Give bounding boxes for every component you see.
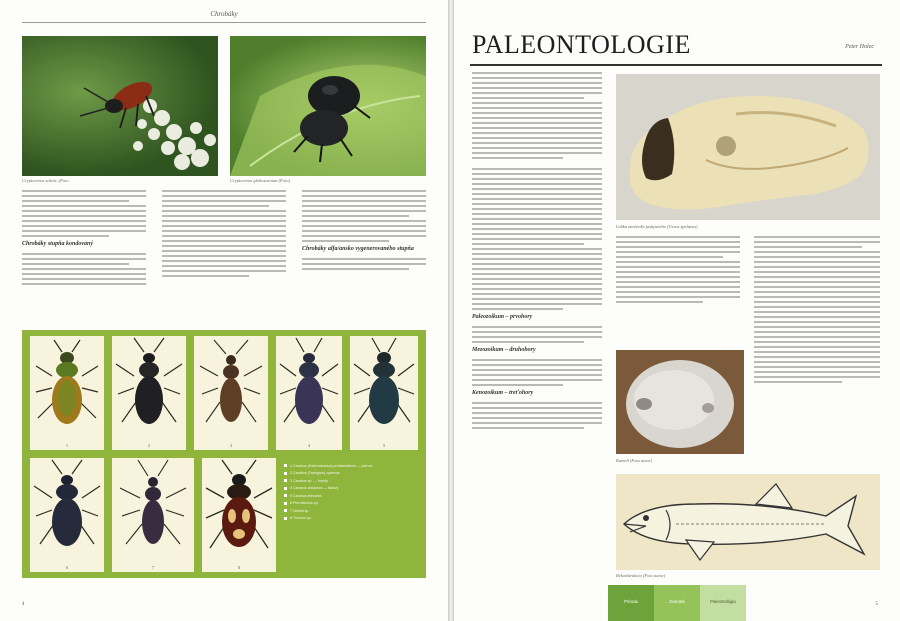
beetle-tile xyxy=(276,336,342,450)
photo-caption: Kameň (Foto autor) xyxy=(616,458,653,463)
ground-beetle-icon xyxy=(30,336,104,440)
left-page xyxy=(0,0,448,621)
beetle-tile xyxy=(30,458,104,572)
legend-item: 8 Trechus sp. xyxy=(284,515,420,523)
beetle-tile xyxy=(112,336,186,450)
section-tabs xyxy=(608,585,746,621)
legend-item: 6 Pterostichus sp. xyxy=(284,500,420,508)
page-number: 5 xyxy=(875,602,878,607)
legend-item: 5 Carabus intricatus xyxy=(284,492,420,500)
fish-drawing xyxy=(616,474,880,570)
beetle-number: 5 xyxy=(383,443,385,448)
right-page xyxy=(454,0,900,621)
fossil-stone-illustration xyxy=(616,350,744,454)
beetle-number: 4 xyxy=(308,443,310,448)
text-column-right xyxy=(754,236,880,386)
tiger-beetle-icon xyxy=(202,458,276,562)
fish-reconstruction-illustration xyxy=(616,474,880,570)
ground-beetle-icon xyxy=(194,336,268,440)
photo-caption: Rekonštrukcia (Foto autor) xyxy=(616,573,666,578)
page-number: 4 xyxy=(22,602,25,607)
section-subhead: Chrobáky alfa/ansko vygenerovaného stupňa xyxy=(302,246,414,252)
fossil-stone-photo xyxy=(616,350,744,454)
beetle-number: 1 xyxy=(66,443,68,448)
tab-zvierata: Zvieratá xyxy=(654,585,700,621)
legend-item: 7 Nebria sp. xyxy=(284,507,420,515)
ground-beetle-icon xyxy=(276,336,342,440)
section-subhead: Paleozoikum – prvohory xyxy=(472,314,533,320)
beetle-number: 7 xyxy=(152,565,154,570)
ground-beetle-icon xyxy=(350,336,418,440)
tab-paleontologia: Paleontológia xyxy=(700,585,746,621)
beetle-tile xyxy=(194,336,268,450)
beetle-tile xyxy=(112,458,194,572)
photo-caption: Cryptocerus globosus/ann (Foto) xyxy=(230,178,290,183)
text-column-3 xyxy=(302,190,426,273)
text-column-1 xyxy=(22,190,146,288)
bear-skull-photo xyxy=(616,74,880,220)
legend-item: 1 Carabus (Hadrocarabus) problematicus — pidroni xyxy=(284,462,420,470)
title-rule xyxy=(470,64,882,66)
legend-item: 4 Carabus violaceus — fialový xyxy=(284,485,420,493)
beetles-on-leaf-photo xyxy=(230,36,426,176)
beetle-plate xyxy=(22,330,426,578)
section-subhead: Kenozoikum – treťohory xyxy=(472,390,534,396)
header-rule xyxy=(22,22,426,23)
beetle-tile xyxy=(30,336,104,450)
article-author: Peter Holec xyxy=(845,44,874,50)
section-subhead: Chrobáky stupňa kondovaný xyxy=(22,241,94,247)
intro-text-column xyxy=(472,72,602,432)
beetles-on-leaf-illustration xyxy=(230,36,426,176)
article-title: PALEONTOLOGIE xyxy=(472,30,691,59)
beetle-on-flowers-illustration xyxy=(22,36,218,176)
beetle-tile xyxy=(350,336,418,450)
legend-item: 3 Carabus sp. — hnedý xyxy=(284,477,420,485)
beetle-number: 3 xyxy=(230,443,232,448)
ground-beetle-icon xyxy=(30,458,104,562)
section-subhead: Mezozoikum – druhohory xyxy=(472,347,536,353)
beetle-number: 6 xyxy=(66,565,68,570)
beetle-number: 8 xyxy=(238,565,240,570)
tab-priroda: Príroda xyxy=(608,585,654,621)
species-legend xyxy=(284,462,420,522)
running-head: Chrobáky xyxy=(210,10,238,18)
legend-item: 2 Carabus (Tachypus) cyaneus xyxy=(284,470,420,478)
text-column-middle xyxy=(616,236,740,306)
text-column-2 xyxy=(162,190,286,280)
beetle-on-flowers-photo xyxy=(22,36,218,176)
skull-illustration xyxy=(616,74,880,220)
photo-caption: Lebka medveďa jaskynného (Ursus spelaeus) xyxy=(616,224,698,229)
ground-beetle-icon xyxy=(112,458,194,562)
photo-caption: Cryptocerus scheis. (Foto xyxy=(22,178,69,183)
beetle-number: 2 xyxy=(148,443,150,448)
beetle-tile xyxy=(202,458,276,572)
ground-beetle-icon xyxy=(112,336,186,440)
